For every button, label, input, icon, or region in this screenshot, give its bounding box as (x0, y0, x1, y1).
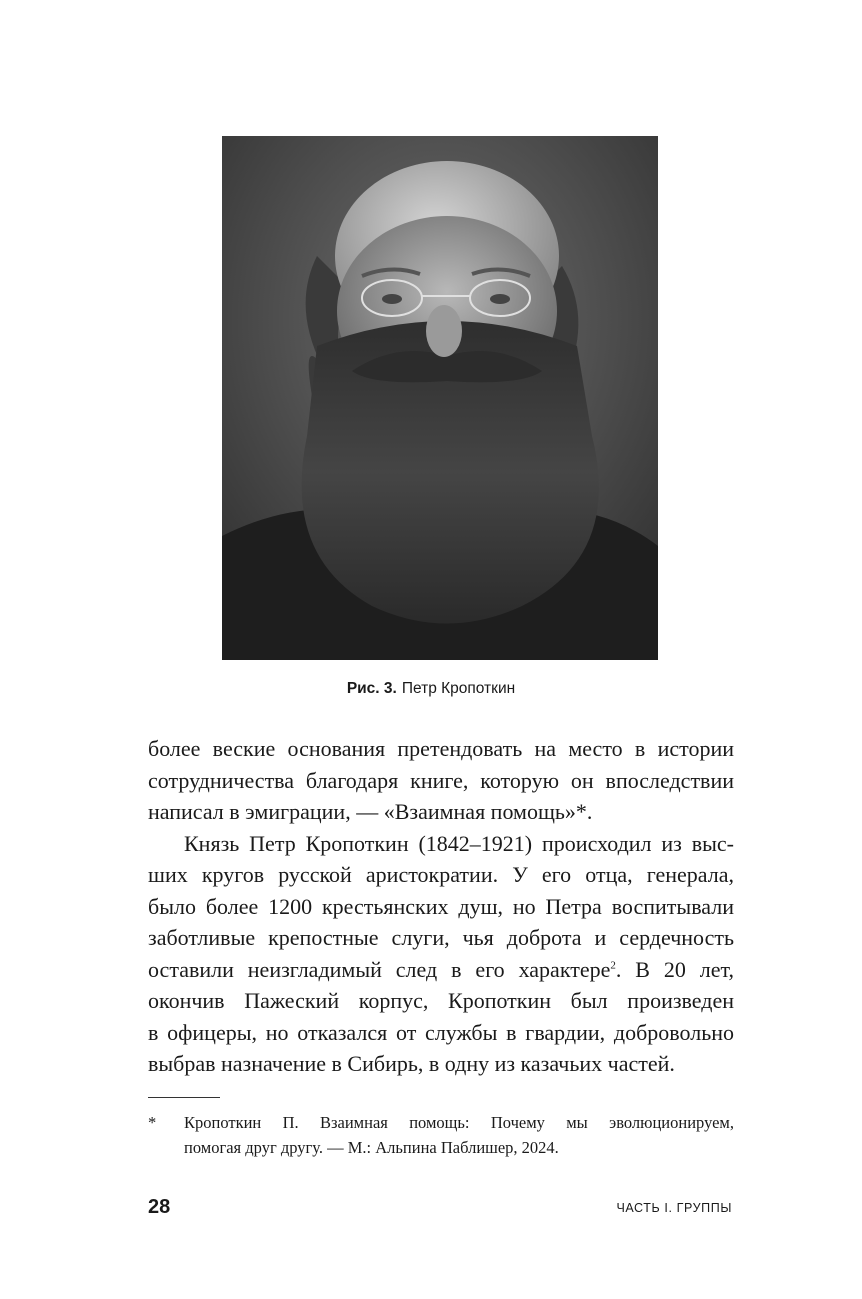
text-line: более веские основания претендовать на место в истории (148, 736, 734, 761)
portrait-image (222, 136, 658, 660)
text-line: ших кругов русской аристократии. У его отца, генерала, (148, 862, 734, 887)
text-line: окончив Пажеский корпус, Кропоткин был произведен (148, 988, 734, 1013)
footnote-reference: 2 (610, 959, 616, 972)
page-number: 28 (148, 1196, 171, 1218)
footnote-mark: * (148, 1113, 157, 1132)
text-line: выбрав назначение в Сибирь, в одну из казачьих частей. (148, 1051, 675, 1076)
caption-text: Петр Кропоткин (401, 680, 516, 697)
portrait-photo (222, 136, 658, 660)
text-segment: оставили неизгладимый след в его характере (148, 956, 611, 982)
footnote-line: помогая друг другу. — М.: Альпина Паблишер, 2024. (184, 1138, 559, 1157)
caption-label: Рис. 3. (346, 680, 397, 697)
text-line: сотрудничества благодаря книге, которую он впоследствии (148, 767, 734, 793)
text-line: в офицеры, но отказался от службы в гвардии, добровольно (148, 1019, 734, 1045)
body-paragraphs (148, 733, 734, 1080)
text-line: Князь Петр Кропоткин (1842–1921) происходил из выс- (184, 830, 734, 856)
footnote-line: Кропоткин П. Взаимная помощь: Почему мы эволюционируем, (184, 1113, 734, 1132)
footnote-divider (148, 1097, 220, 1098)
text-line: было более 1200 крестьянских душ, но Петра воспитывали (148, 893, 734, 919)
text-segment: . В 20 лет, (615, 956, 734, 982)
footnote (148, 1110, 734, 1160)
figure-caption (0, 680, 862, 698)
text-line: заботливые крепостные слуги, чья доброта и сердечность (148, 925, 734, 950)
text-line: написал в эмиграции, — «Взаимная помощь»*. (148, 799, 593, 824)
text-line-with-footnote-ref (148, 954, 734, 986)
running-head: ЧАСТЬ I. ГРУППЫ (616, 1201, 732, 1215)
